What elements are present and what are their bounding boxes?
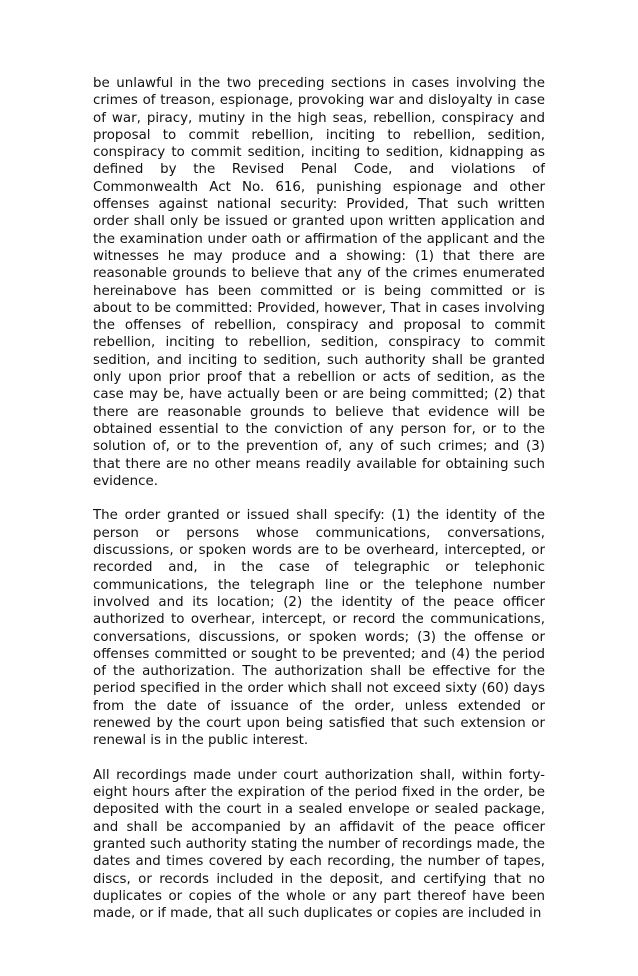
- paragraph-3: All recordings made under court authorization shall, within forty-eight hours after the expiration of the period fixed in the order, be deposited with the court in a sealed envelope or sealed package, and shall be accompanied by an affidavit of the peace officer granted such authority stating the number of recordings made, the dates and times covered by each recording, the number of tapes, discs, or records included in the deposit, and certifying that no duplicates or copies of the whole or any part thereof have been made, or if made, that all such duplicates or copies are included in: [93, 767, 545, 922]
- paragraph-1: be unlawful in the two preceding sections in cases involving the crimes of treason, espionage, provoking war and disloyalty in case of war, piracy, mutiny in the high seas, rebellion, conspiracy and proposal to commit rebellion, inciting to rebellion, sedition, conspiracy to commit sedition, inciting to sedition, kidnapping as defined by the Revised Penal Code, and violations of Commonwealth Act No. 616, punishing espionage and other offenses against national security: Provided, That such written order shall only be issued or granted upon written application and the examination under oath or affirmation of the applicant and the witnesses he may produce and a showing: (1) that there are reasonable grounds to believe that any of the crimes enumerated hereinabove has been committed or is being committed or is about to be committed: Provided, however, That in cases involving the offenses of rebellion, conspiracy and proposal to commit rebellion, inciting to rebellion, sedition, conspiracy to commit sedition, and inciting to sedition, such authority shall be granted only upon prior proof that a rebellion or acts of sedition, as the case may be, have actually been or are being committed; (2) that there are reasonable grounds to believe that evidence will be obtained essential to the conviction of any person for, or to the solution of, or to the prevention of, any of such crimes; and (3) that there are no other means readily available for obtaining such evidence.: [93, 76, 545, 489]
- paragraph-2: The order granted or issued shall specify: (1) the identity of the person or persons whose communications, conversations, discussions, or spoken words are to be overheard, intercepted, or recorded and, in the case of telegraphic or telephonic communications, the telegraph line or the telephone number involved and its location; (2) the identity of the peace officer authorized to overhear, intercept, or record the communications, conversations, discussions, or spoken words; (3) the offense or offenses committed or sought to be prevented; and (4) the period of the authorization. The authorization shall be effective for the period specified in the order which shall not exceed sixty (60) days from the date of issuance of the order, unless extended or renewed by the court upon being satisfied that such extension or renewal is in the public interest.: [93, 508, 545, 749]
- document-page: [93, 75, 545, 940]
